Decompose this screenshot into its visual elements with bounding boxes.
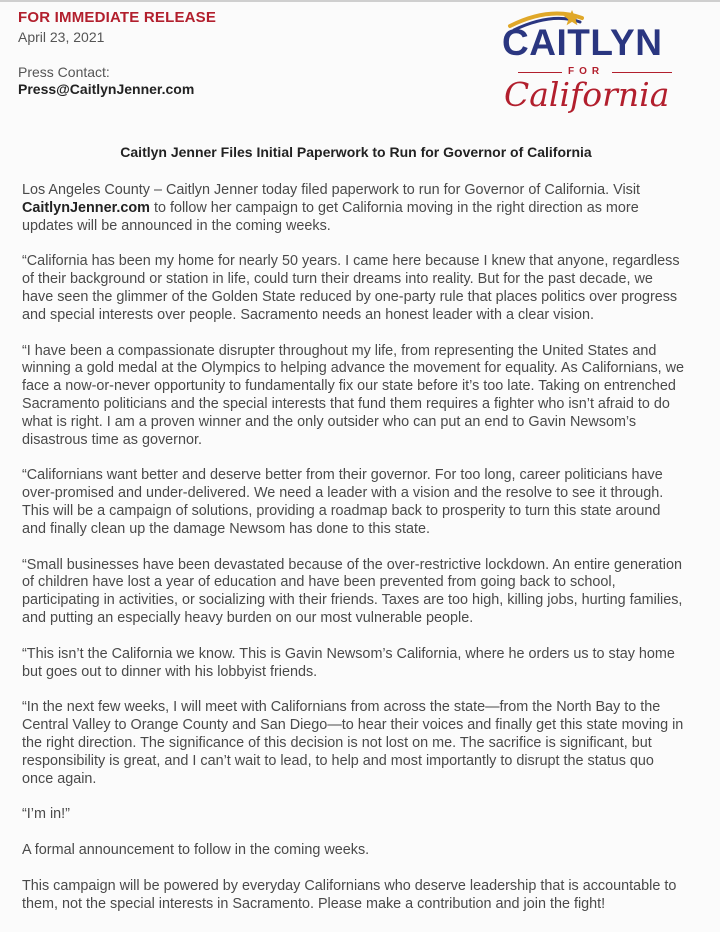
logo-rule-left [518,72,562,73]
body-paragraph: A formal announcement to follow in the coming weeks. [22,842,370,859]
campaign-website-link[interactable]: CaitlynJenner.com [22,199,150,216]
logo-rule-right [612,72,672,73]
body-paragraph: “I’m in!” [22,806,70,823]
body-paragraph: “California has been my home for nearly 50 years. I came here because I knew that anyone, regardless of their background or station in life, could turn their dreams into reality. But for the past decade, we have seen the glimmer of the Golden State reduced by one-party rule that places politics over progress and special interests over people. Sacramento needs an honest leader with a clear vision. [22,253,680,323]
release-body [22,182,688,932]
campaign-logo [500,4,700,124]
release-date: April 23, 2021 [18,29,105,45]
body-paragraph: “In the next few weeks, I will meet with Californians from across the state—from the North Bay to the Central Valley to Orange County and San Diego—to hear their voices and finally get this state moving in the right direction. The significance of this decision is not lost on me. The sacrifice is significant, but responsibility is great, and I can’t wait to lead, to help and most importantly to disrupt the status quo once again. [22,699,684,787]
body-paragraph: “Californians want better and deserve better from their governor. For too long, career politicians have over-promised and under-delivered. We need a leader with a vision and the resolve to see it through. This will be a campaign of solutions, providing a roadmap back to prosperity to turn this state around and finally clean up the damage Newsom has done to this state. [22,467,664,537]
press-contact-label: Press Contact: [18,64,110,80]
release-tag: FOR IMMEDIATE RELEASE [18,9,217,26]
body-paragraph: “Small businesses have been devastated because of the over-restrictive lockdown. An entire generation of children have lost a year of education and have been prevented from going back to school, participating in activities, or socializing with their friends. Taxes are too high, killing jobs, hurting families, and putting an especially heavy burden on our most vulnerable people. [22,556,683,626]
intro-text-before: Los Angeles County – Caitlyn Jenner today filed paperwork to run for Governor of California. Visit [22,182,641,198]
body-paragraph: This campaign will be powered by everyday Californians who deserve leadership that is accountable to them, not the special interests in Sacramento. Please make a contribution and join the fight! [22,877,677,912]
body-paragraph: “This isn’t the California we know. This is Gavin Newsom’s California, where he orders us to stay home but goes out to dinner with his lobbyist friends. [22,645,675,680]
logo-for: FOR [568,66,605,77]
logo-state: California [504,75,670,114]
logo-name: CAITLYN [502,22,663,63]
release-title: Caitlyn Jenner Files Initial Paperwork to Run for Governor of California [120,144,592,160]
intro-text-after: to follow her campaign to get California moving in the right direction as more updates will be announced in the coming weeks. [22,199,639,234]
body-paragraph: “I have been a compassionate disrupter throughout my life, from representing the United States and winning a gold medal at the Olympics to helping advance the movement for equality. As Californians, we face a now-or-never opportunity to fundamentally fix our state before it’s too late. Taking on entrenched Sacramento politicians and the special interests that fund them requires a fighter who isn’t afraid to do what is right. I am a proven winner and the only outsider who can put an end to Gavin Newsom’s disastrous time as governor. [22,342,685,448]
intro-paragraph [22,182,688,235]
press-contact-email[interactable]: Press@CaitlynJenner.com [18,81,195,97]
top-edge-divider [0,0,720,2]
